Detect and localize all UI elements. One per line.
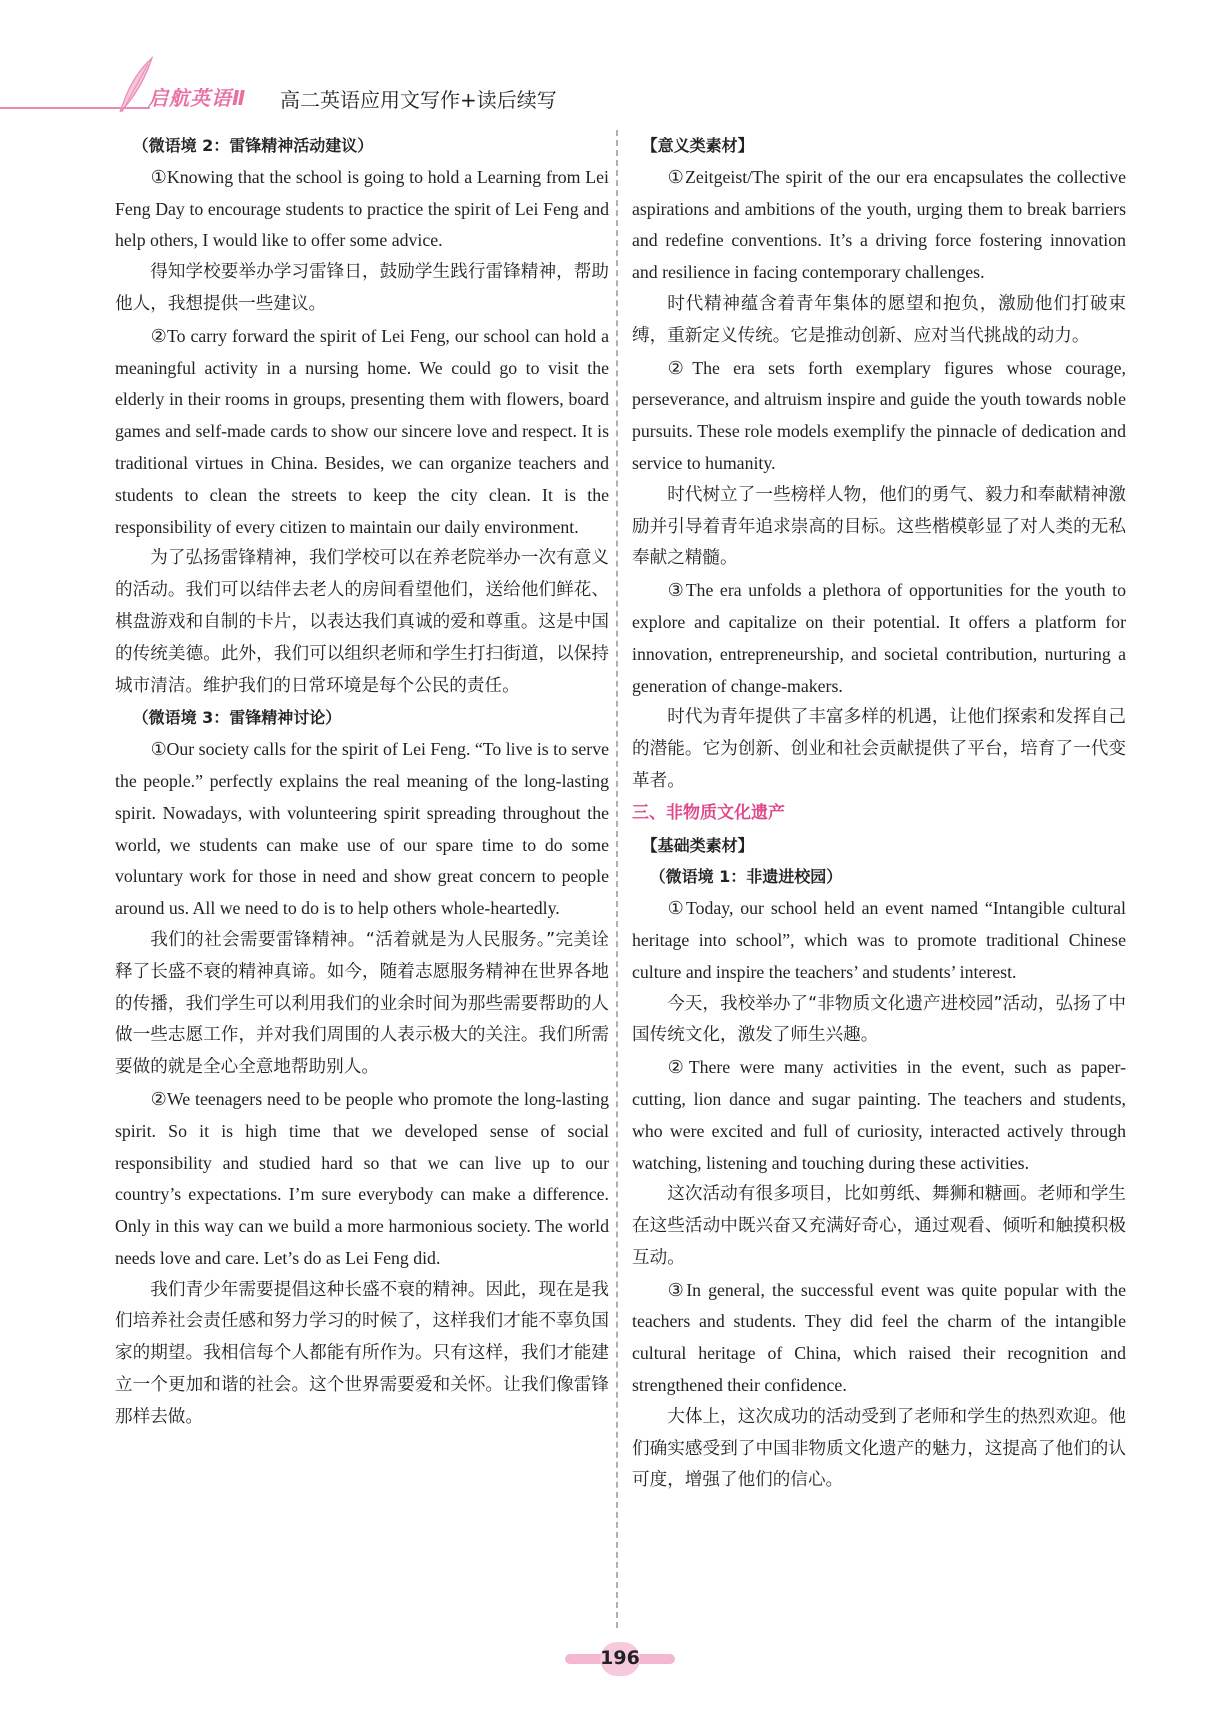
micro-context-heading: （微语境 1：非遗进校园） (649, 867, 843, 887)
chinese-translation: 大体上，这次成功的活动受到了老师和学生的热烈欢迎。他们确实感受到了中国非物质文化遗产的魅力，这提高了他们的认可度，增强了他们的信心。 (632, 1406, 1126, 1491)
micro-context-heading: （微语境 2：雷锋精神活动建议） (132, 136, 374, 155)
english-paragraph: ①Today, our school held an event named “Intangible cultural heritage into school”, which was to promote traditional Chinese culture and inspire the teachers’ and students’ interest. (632, 898, 1126, 982)
header-rule (0, 107, 150, 109)
english-paragraph: ①Knowing that the school is going to hold a Learning from Lei Feng Day to encourage students to practice the spirit of Lei Feng and help others, I would like to offer some advice. (115, 166, 609, 251)
chinese-translation: 时代为青年提供了丰富多样的机遇，让他们探索和发挥自己的潜能。它为创新、创业和社会贡献提供了平台，培育了一代变革者。 (632, 707, 1126, 791)
chinese-translation: 得知学校要举办学习雷锋日，鼓励学生践行雷锋精神，帮助他人，我想提供一些建议。 (115, 262, 609, 314)
chinese-translation: 今天，我校举办了“非物质文化遗产进校园”活动，弘扬了中国传统文化，激发了师生兴趣。 (632, 993, 1126, 1046)
page-number-badge (565, 1642, 675, 1676)
page-header (0, 70, 1224, 120)
chinese-translation: 为了弘扬雷锋精神，我们学校可以在养老院举办一次有意义的活动。我们可以结伴去老人的房间看望他们，送给他们鲜花、棋盘游戏和自制的卡片，以表达我们真诚的爱和尊重。这是中国的传统美德。此外，我们可以组织老师和学生打扫街道，以保持城市清洁。维护我们的日常环境是每个公民的责任。 (115, 548, 609, 696)
book-title: 高二英语应用文写作+读后续写 (280, 88, 557, 112)
english-paragraph: ②To carry forward the spirit of Lei Feng, our school can hold a meaningful activity in a nursing home. We could go to visit the elderly in their rooms in groups, presenting them with flowers, board games and self-made cards to show our sincere love and respect. It is traditional virtues in China. Besides, we can organize teachers and students to clean the streets to keep the city clean. It is the responsibility of every citizen to maintain our daily environment. (115, 325, 609, 537)
page-number: 196 (600, 1647, 640, 1669)
english-paragraph: ①Zeitgeist/The spirit of the our era encapsulates the collective aspirations and ambitions of the youth, urging them to break barriers and redefine conventions. It’s a driving force fostering innovation and resilience in facing contemporary challenges. (632, 166, 1126, 283)
chinese-translation: 我们的社会需要雷锋精神。“活着就是为人民服务。”完美诠释了长盛不衰的精神真谛。如今，随着志愿服务精神在世界各地的传播，我们学生可以利用我们的业余时间为那些需要帮助的人做一些志愿工作，并对我们周围的人表示极大的关注。我们所需要做的就是全心全意地帮助别人。 (115, 929, 609, 1078)
material-category-heading: 【意义类素材】 (641, 136, 754, 155)
chinese-translation: 时代树立了一些榜样人物，他们的勇气、毅力和奉献精神激励并引导着青年追求崇高的目标。这些楷模彰显了对人类的无私奉献之精髓。 (632, 484, 1126, 569)
left-column (115, 130, 609, 1434)
micro-context-heading: （微语境 3：雷锋精神讨论） (132, 708, 342, 728)
right-column (632, 130, 1126, 1497)
english-paragraph: ①Our society calls for the spirit of Lei Feng. “To live is to serve the people.” perfectly explains the real meaning of the long-lasting spirit. Nowadays, with volunteering spirit spreading throughout the world, we students can make use of our spare time to do some voluntary work for those in need and show great concern to people around us. All we need to do is to help others whole-heartedly. (115, 739, 609, 919)
chinese-translation: 时代精神蕴含着青年集体的愿望和抱负，激励他们打破束缚，重新定义传统。它是推动创新、应对当代挑战的动力。 (632, 293, 1126, 346)
brand-logo: 启航英语Ⅱ (148, 86, 247, 110)
english-paragraph: ③The era unfolds a plethora of opportunities for the youth to explore and capitalize on their potential. It offers a platform for innovation, entrepreneurship, and societal contribution, nurturing a generation of change-makers. (632, 580, 1126, 696)
english-paragraph: ②The era sets forth exemplary figures whose courage, perseverance, and altruism inspire and guide the youth towards noble pursuits. These role models exemplify the pinnacle of dedication and service to humanity. (632, 357, 1126, 473)
english-paragraph: ②There were many activities in the event, such as paper-cutting, lion dance and sugar painting. The teachers and students, who were excited and full of curiosity, interacted actively through watching, listening and touching during these activities. (632, 1057, 1126, 1173)
english-paragraph: ③In general, the successful event was quite popular with the teachers and students. They did feel the charm of the intangible cultural heritage of China, which raised their recognition and strengthened their confidence. (632, 1279, 1126, 1396)
section-heading: 三、非物质文化遗产 (632, 802, 785, 823)
chinese-translation: 这次活动有很多项目，比如剪纸、舞狮和糖画。老师和学生在这些活动中既兴奋又充满好奇心，通过观看、倾听和触摸积极互动。 (632, 1184, 1126, 1268)
chinese-translation: 我们青少年需要提倡这种长盛不衰的精神。因此，现在是我们培养社会责任感和努力学习的时候了，这样我们才能不辜负国家的期望。我相信每个人都能有所作为。只有这样，我们才能建立一个更加和谐的社会。这个世界需要爱和关怀。让我们像雷锋那样去做。 (115, 1279, 609, 1427)
column-divider (616, 130, 618, 1628)
english-paragraph: ②We teenagers need to be people who promote the long-lasting spirit. So it is high time that we developed sense of social responsibility and studied hard so that we can live up to our country’s expectations. I’m sure everybody can make a difference. Only in this way can we build a more harmonious society. The world needs love and care. Let’s do as Lei Feng did. (115, 1088, 609, 1268)
material-category-heading: 【基础类素材】 (641, 835, 754, 855)
